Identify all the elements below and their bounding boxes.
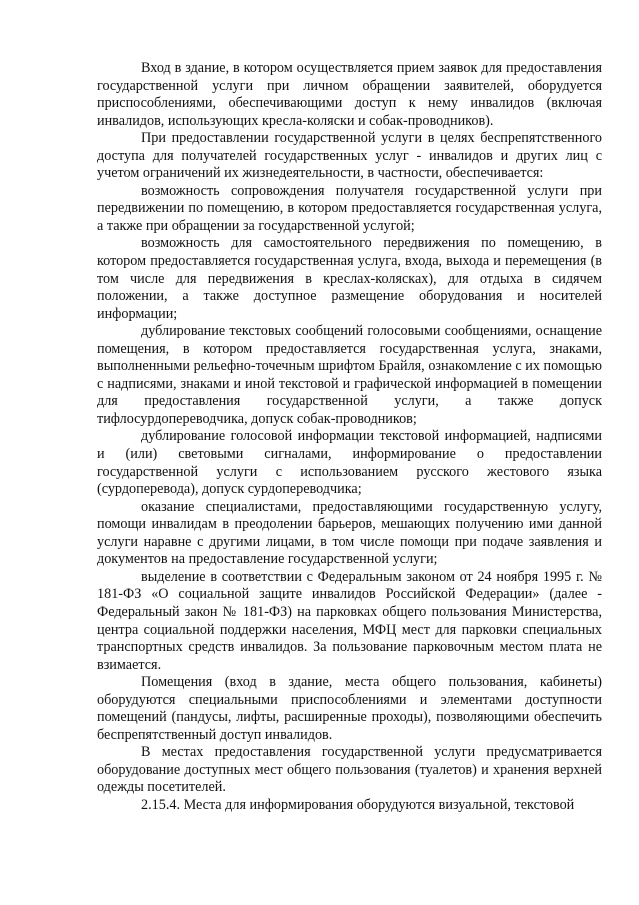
list-item-movement: возможность для самостоятельного передвижения по помещению, в котором предоставляется государственная услуга, входа, выхода и перемещения (в том числе для передвижения в креслах-колясках), для отдыха в сидячем положении, а также доступное размещение оборудования и носителей информации; [97,235,602,322]
list-item-sign-language: дублирование голосовой информации текстовой информацией, надписями и (или) световыми сигналами, информирование о предоставлении государственной услуги с использованием русского жестового языка (сурдоперевода), допуск сурдопереводчика; [97,428,602,498]
document-body [97,60,602,815]
list-item-assistance: оказание специалистами, предоставляющими государственную услугу, помощи инвалидам в преодолении барьеров, мешающих получению ими данной услуги наравне с другими лицами, в том числе помощи при подаче заявления и документов на предоставление государственной услуги; [97,498,602,568]
paragraph-entrance: Вход в здание, в котором осуществляется прием заявок для предоставления государственной услуги при личном обращении заявителей, оборудуется приспособлениями, обеспечивающими доступ к нему инвалидов (включая инвалидов, использующих кресла-коляски и собак-проводников). [97,60,602,129]
paragraph-section-2-15-4: 2.15.4. Места для информирования оборудуются визуальной, текстовой [141,796,575,813]
paragraph-facilities: В местах предоставления государственной услуги предусматривается оборудование доступных мест общего пользования (туалетов) и хранения верхней одежды посетителей. [97,744,602,796]
list-item-escort: возможность сопровождения получателя государственной услуги при передвижении по помещению, в котором предоставляется государственная услуга, а также при обращении за государственной услугой; [97,182,602,234]
list-item-parking: выделение в соответствии с Федеральным законом от 24 ноября 1995 г. № 181-ФЗ «О социальной защите инвалидов Российской Федерации» (далее - Федеральный закон № 181-ФЗ) на парковках общего пользования Министерства, центра социальной поддержки населения, МФЦ мест для парковки специальных транспортных средств инвалидов. За пользование парковочным местом плата не взимается. [97,568,602,673]
list-item-braille: дублирование текстовых сообщений голосовыми сообщениями, оснащение помещения, в котором предоставляется государственная услуга, знаками, выполненными рельефно-точечным шрифтом Брайля, ознакомление с их помощью с надписями, знаками и иной текстовой и графической информацией в помещении для предоставления государственной услуги, а также допуск тифлосурдопереводчика, допуск собак-проводников; [97,323,602,427]
paragraph-premises: Помещения (вход в здание, места общего пользования, кабинеты) оборудуются специальными приспособлениями и элементами доступности помещений (пандусы, лифты, расширенные проходы), позволяющими обеспечить беспрепятственный доступ инвалидов. [97,674,602,743]
paragraph-accessibility-intro: При предоставлении государственной услуги в целях беспрепятственного доступа для получателей государственных услуг - инвалидов и других лиц с учетом ограничений их жизнедеятельности, в частности, обеспечивается: [97,130,602,182]
